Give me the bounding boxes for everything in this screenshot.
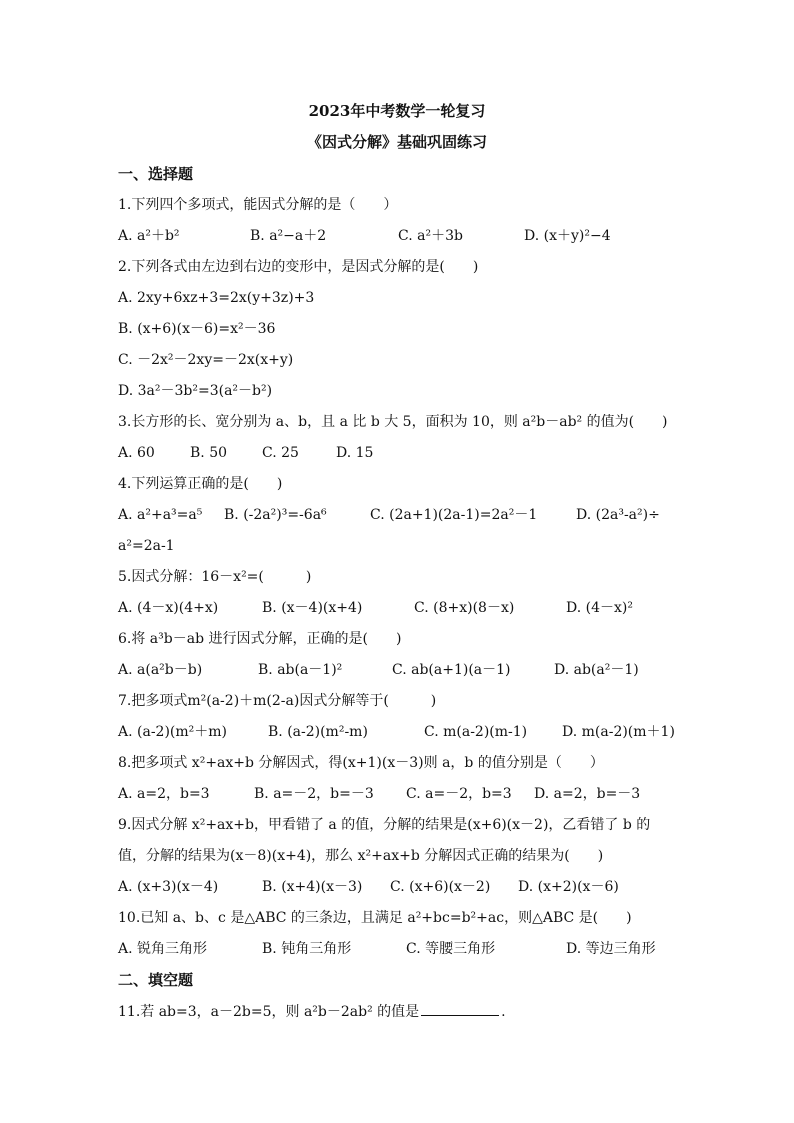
question-7-option-a: A. (a-2)(m²＋m)	[118, 724, 228, 740]
question-4-option-b: B. (-2a²)³=-6a⁶	[224, 507, 327, 523]
question-9-option-c: C. (x+6)(x－2)	[390, 879, 491, 895]
question-2-option-c: C. －2x²－2xy=－2x(x+y)	[118, 352, 294, 368]
question-6-option-d: D. ab(a²－1)	[554, 662, 639, 678]
question-8-stem: 8.把多项式 x²+ax+b 分解因式，得(x+1)(x－3)则 a，b 的值分别是（ ）	[118, 755, 604, 771]
question-8-option-d: D. a=2，b=－3	[534, 786, 641, 802]
question-7-option-b: B. (a-2)(m²-m)	[268, 724, 368, 740]
question-4-option-d: D. (2a³-a²)÷	[576, 507, 660, 523]
question-2-option-a: A. 2xy+6xz+3=2x(y+3z)+3	[118, 290, 315, 306]
document-subtitle: 《因式分解》基础巩固练习	[306, 133, 487, 151]
question-9-stem-continuation: 值，分解的结果为(x－8)(x+4)，那么 x²+ax+b 分解因式正确的结果为( )	[118, 848, 604, 864]
question-8-option-c: C. a=－2，b=3	[406, 786, 512, 802]
question-8-option-a: A. a=2，b=3	[118, 786, 210, 802]
question-9-option-b: B. (x+4)(x－3)	[262, 879, 363, 895]
question-7-stem: 7.把多项式m²(a-2)＋m(2-a)因式分解等于( )	[118, 693, 437, 709]
question-3-option-c: C. 25	[262, 445, 299, 461]
section-heading-fill-blank: 二、填空题	[118, 971, 194, 989]
question-5-option-c: C. (8+x)(8－x)	[414, 600, 515, 616]
question-11-stem-text: 11.若 ab=3，a－2b=5，则 a²b－2ab² 的值是	[118, 1004, 420, 1020]
question-7-option-d: D. m(a-2)(m＋1)	[562, 724, 675, 740]
question-1-option-d: D. (x＋y)²−4	[524, 228, 611, 244]
question-1-stem: 1.下列四个多项式，能因式分解的是（ ）	[118, 197, 398, 213]
question-10-option-d: D. 等边三角形	[566, 941, 656, 957]
question-4-option-c: C. (2a+1)(2a-1)=2a²－1	[370, 507, 538, 523]
question-9-option-a: A. (x+3)(x－4)	[118, 879, 219, 895]
question-6-option-b: B. ab(a－1)²	[258, 662, 343, 678]
question-5-option-d: D. (4－x)²	[566, 600, 633, 616]
question-11-stem	[118, 1001, 506, 1022]
question-3-stem: 3.长方形的长、宽分别为 a、b，且 a 比 b 大 5，面积为 10，则 a²b－ab² 的值为( )	[118, 414, 668, 430]
question-10-stem: 10.已知 a、b、c 是△ABC 的三条边，且满足 a²+bc=b²+ac，则△ABC 是( )	[118, 910, 632, 926]
question-1-option-a: A. a²＋b²	[118, 228, 180, 244]
document-title: 2023年中考数学一轮复习	[308, 102, 486, 120]
question-4-stem: 4.下列运算正确的是( )	[118, 476, 283, 492]
question-3-option-b: B. 50	[190, 445, 228, 461]
question-7-option-c: C. m(a-2)(m-1)	[424, 724, 528, 740]
question-6-stem: 6.将 a³b－ab 进行因式分解，正确的是( )	[118, 631, 402, 647]
question-5-option-a: A. (4－x)(4+x)	[118, 600, 219, 616]
question-10-option-c: C. 等腰三角形	[406, 941, 496, 957]
question-2-stem: 2.下列各式由左边到右边的变形中，是因式分解的是( )	[118, 259, 479, 275]
question-10-option-b: B. 钝角三角形	[262, 941, 352, 957]
section-heading-choice: 一、选择题	[118, 165, 194, 183]
question-3-option-d: D. 15	[336, 445, 374, 461]
question-5-option-b: B. (x－4)(x+4)	[262, 600, 363, 616]
question-4-option-d-continuation: a²=2a-1	[118, 538, 175, 554]
question-4-option-a: A. a²+a³=a⁵	[118, 507, 203, 523]
question-8-option-b: B. a=－2，b=－3	[254, 786, 374, 802]
question-1-option-c: C. a²＋3b	[398, 228, 463, 244]
question-2-option-d: D. 3a²－3b²=3(a²－b²)	[118, 383, 273, 399]
question-2-option-b: B. (x+6)(x－6)=x²－36	[118, 321, 276, 337]
question-3-option-a: A. 60	[118, 445, 155, 461]
question-9-stem: 9.因式分解 x²+ax+b，甲看错了 a 的值，分解的结果是(x+6)(x－2)，乙看错了 b 的	[118, 817, 651, 833]
question-11-stem-end: .	[501, 1004, 506, 1020]
question-6-option-c: C. ab(a+1)(a－1)	[392, 662, 511, 678]
answer-blank[interactable]	[421, 1001, 499, 1016]
question-6-option-a: A. a(a²b－b)	[118, 662, 203, 678]
question-9-option-d: D. (x+2)(x－6)	[518, 879, 619, 895]
question-1-option-b: B. a²−a＋2	[250, 228, 327, 244]
question-5-stem: 5.因式分解：16－x²=( )	[118, 569, 312, 585]
question-10-option-a: A. 锐角三角形	[118, 941, 208, 957]
